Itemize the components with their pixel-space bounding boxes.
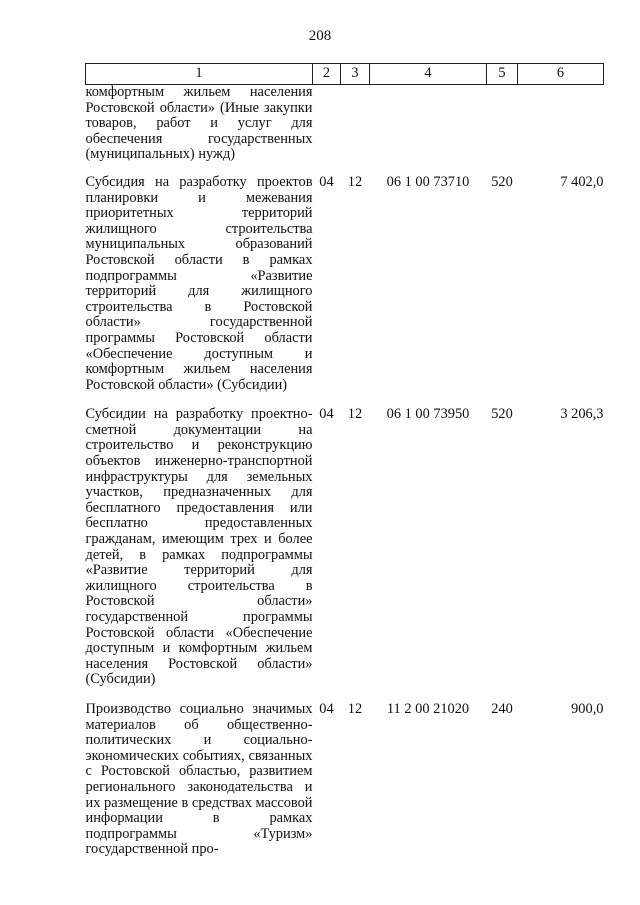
page-number: 208 <box>308 28 332 44</box>
row-subsection: 12 <box>347 406 363 423</box>
row-target-article: 06 1 00 73950 <box>386 406 470 423</box>
column-header-expense-type: 5 <box>487 64 518 85</box>
row-description: комфортным жильем населения Ростовской области» (Иные закупки товаров, работ и услуг для обеспечения государственных (муниципальных) нужд) <box>85 84 313 163</box>
row-expense-type: 240 <box>491 700 513 717</box>
row-amount: 900,0 <box>571 700 604 717</box>
row-subsection <box>341 85 370 175</box>
row-amount: 3 206,3 <box>560 406 604 423</box>
row-expense-type: 520 <box>491 406 513 423</box>
row-subsection: 12 <box>347 173 363 190</box>
row-amount <box>518 85 604 175</box>
table-row <box>86 85 604 175</box>
row-target-article: 11 2 00 21020 <box>386 700 470 717</box>
row-section <box>313 85 341 175</box>
row-section: 04 <box>319 406 334 423</box>
row-amount: 7 402,0 <box>560 173 604 190</box>
table-header-row <box>86 64 604 85</box>
table-row <box>86 175 604 407</box>
column-header-description: 1 <box>86 64 313 85</box>
row-target-article <box>370 85 487 175</box>
row-expense-type: 520 <box>491 173 513 190</box>
column-header-amount: 6 <box>518 64 604 85</box>
row-subsection: 12 <box>347 700 363 717</box>
row-description: Субсидии на разработку проектно-сметной документации на строительство и реконструкцию объектов инженерно-транспортной инфраструктуры для земельных участков, предназначенных для бесплатного предоставления или бесплатно предоставленных гражданам, имеющим трех и более детей, в рамках подпрограммы «Развитие территорий для жилищного строительства в Ростовской области» государственной программы Ростовской области «Обеспечение доступным и комфортным жильем населения Ростовской области» (Субсидии) <box>85 406 313 688</box>
table-row <box>86 407 604 702</box>
column-header-target-article: 4 <box>370 64 487 85</box>
column-header-subsection: 3 <box>341 64 370 85</box>
column-header-section: 2 <box>313 64 341 85</box>
row-section: 04 <box>319 700 334 717</box>
row-expense-type <box>487 85 518 175</box>
row-description: Субсидия на разработку проектов планировки и межевания приоритетных территорий жилищного строительства муниципальных образований Ростовской области в рамках подпрограммы «Развитие территорий для жилищного строительства в Ростовской области» государственной программы Ростовской области «Обеспечение доступным и комфортным жильем населения Ростовской области» (Субсидии) <box>85 173 313 393</box>
table-row <box>86 702 604 872</box>
row-description: Производство социально значимых материалов об общественно-политических и социально-экономических событиях, связанных с Ростовской областью, развитием регионального законодательства и их размещение в средствах массовой информации в рамках подпрограммы «Туризм» государственной про- <box>85 700 313 858</box>
budget-table <box>85 63 604 872</box>
row-target-article: 06 1 00 73710 <box>386 173 470 190</box>
row-section: 04 <box>319 173 334 190</box>
